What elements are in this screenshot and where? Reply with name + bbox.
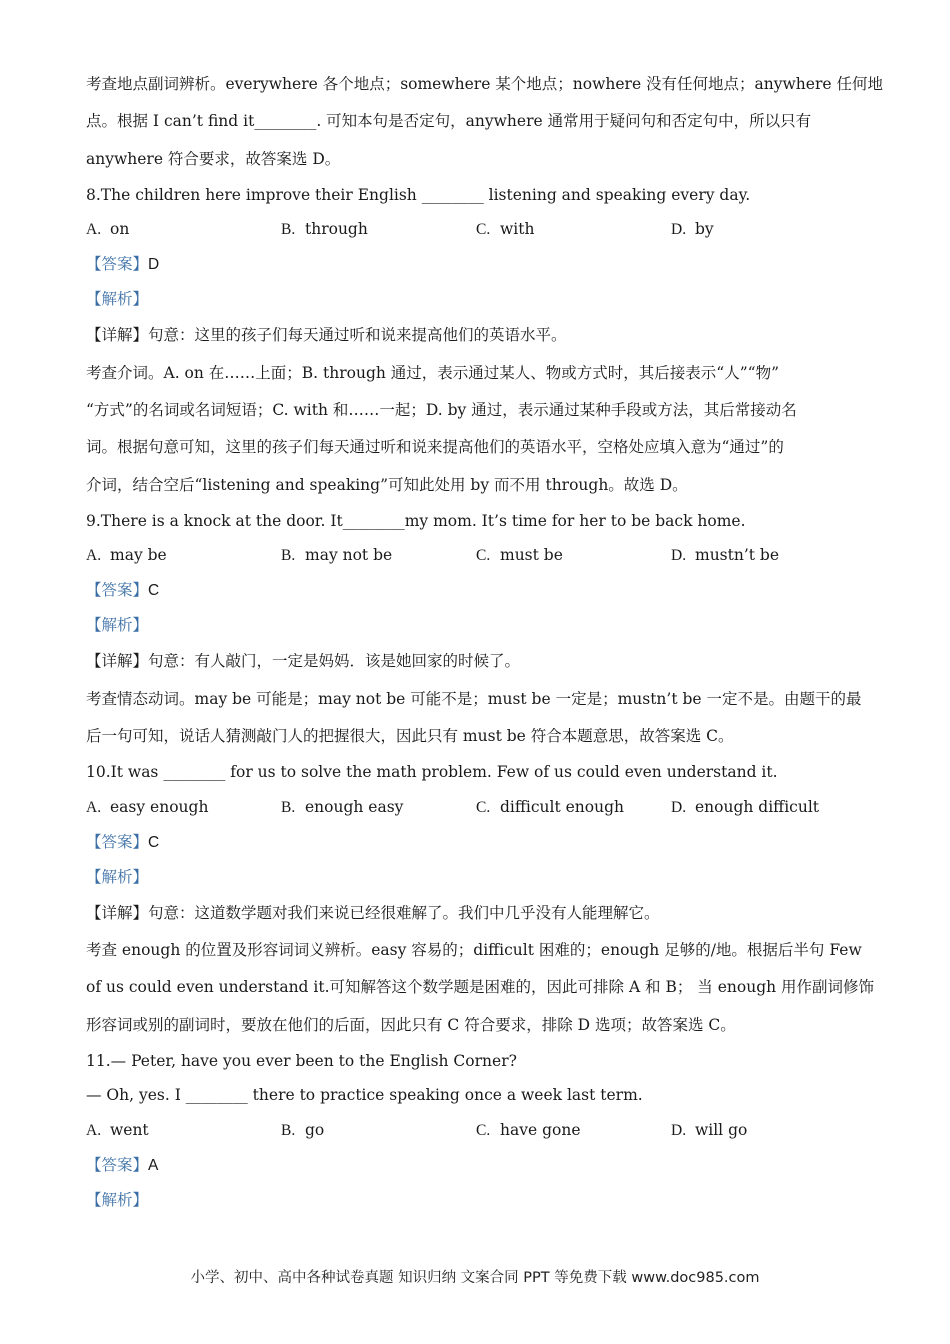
option-a: [86, 538, 281, 573]
document-page: [86, 66, 883, 1218]
question-stem: 11.— Peter, have you ever been to the English Corner?: [86, 1051, 517, 1070]
answer-line: [86, 573, 866, 608]
question-stem: 9.There is a knock at the door. It________my mom. It’s time for her to be back home.: [86, 511, 746, 530]
option-letter: D.: [671, 547, 687, 565]
analysis-line: [86, 1183, 866, 1218]
analysis-line: [86, 282, 866, 317]
analysis-tag: 【解析】: [86, 1190, 149, 1209]
option-c: [476, 1113, 671, 1148]
option-c: [476, 538, 671, 573]
question-stem: — Oh, yes. I ________ there to practice speaking once a week last term.: [86, 1086, 643, 1105]
answer-tag: 【答案】: [86, 581, 149, 600]
option-text: difficult enough: [500, 797, 624, 816]
option-letter: B.: [281, 221, 296, 239]
detail-tag: 【详解】: [86, 903, 149, 922]
option-letter: C.: [476, 547, 491, 565]
text-line: anywhere 符合要求，故答案选 D。: [86, 149, 341, 168]
option-d: [671, 1113, 866, 1148]
question-9: [86, 504, 866, 755]
text-line: 词。根据句意可知，这里的孩子们每天通过听和说来提高他们的英语水平，空格处应填入意为“通过”的: [86, 438, 784, 457]
option-text: have gone: [500, 1120, 581, 1139]
option-letter: D.: [671, 798, 687, 816]
detail-line: [86, 317, 866, 354]
text-line: “方式”的名词或名词短语；C. with 和……一起；D. by 通过，表示通过某种手段或方法，其后常接动名: [86, 400, 797, 419]
option-b: [281, 1113, 476, 1148]
answer-value: C: [148, 582, 160, 600]
detail-line: [86, 643, 866, 680]
answer-tag: 【答案】: [86, 1155, 149, 1174]
option-text: will go: [695, 1120, 748, 1139]
question-8: [86, 178, 866, 504]
analysis-tag: 【解析】: [86, 867, 149, 886]
question-stem: 10.It was ________ for us to solve the math problem. Few of us could even understand it.: [86, 763, 778, 782]
option-text: may not be: [305, 546, 393, 565]
detail-tag: 【详解】: [86, 326, 149, 345]
analysis-tag: 【解析】: [86, 290, 149, 309]
option-row: [86, 212, 866, 247]
text-line: 点。根据 I can’t find it________. 可知本句是否定句，anywhere 通常用于疑问句和否定句中，所以只有: [86, 112, 812, 131]
analysis-tag: 【解析】: [86, 616, 149, 635]
question-stem: 8.The children here improve their English ________ listening and speaking every day.: [86, 185, 751, 204]
answer-tag: 【答案】: [86, 255, 149, 274]
option-letter: B.: [281, 798, 296, 816]
option-text: go: [305, 1120, 325, 1139]
option-c: [476, 212, 671, 247]
answer-value: A: [148, 1156, 159, 1174]
option-letter: D.: [671, 221, 687, 239]
text-line: 考查 enough 的位置及形容词词义辨析。easy 容易的；difficult 困难的；enough 足够的/地。根据后半句 Few: [86, 941, 862, 960]
option-b: [281, 212, 476, 247]
option-d: [671, 538, 866, 573]
option-text: went: [110, 1120, 149, 1139]
text-line: 形容词或别的副词时，要放在他们的后面，因此只有 C 符合要求，排除 D 选项；故答案选 C。: [86, 1015, 736, 1034]
option-text: enough difficult: [695, 797, 819, 816]
option-letter: A.: [86, 547, 102, 565]
option-text: with: [500, 220, 535, 239]
detail-text: 句意：这里的孩子们每天通过听和说来提高他们的英语水平。: [148, 326, 567, 345]
detail-text: 句意：有人敲门，一定是妈妈．该是她回家的时候了。: [148, 652, 521, 671]
option-text: enough easy: [305, 797, 404, 816]
answer-line: [86, 1148, 866, 1183]
text-line: of us could even understand it.可知解答这个数学题是困难的，因此可排除 A 和 B； 当 enough 用作副词修饰: [86, 978, 875, 997]
option-text: may be: [110, 546, 167, 565]
answer-line: [86, 247, 866, 282]
detail-line: [86, 895, 866, 932]
text-line: 考查地点副词辨析。everywhere 各个地点；somewhere 某个地点；nowhere 没有任何地点；anywhere 任何地: [86, 75, 883, 93]
option-letter: C.: [476, 1121, 491, 1139]
option-a: [86, 212, 281, 247]
option-letter: D.: [671, 1121, 687, 1139]
detail-tag: 【详解】: [86, 652, 149, 671]
option-b: [281, 790, 476, 825]
option-letter: B.: [281, 547, 296, 565]
text-line: 后一句可知，说话人猜测敲门人的把握很大，因此只有 must be 符合本题意思，故答案选 C。: [86, 726, 734, 745]
option-d: [671, 790, 866, 825]
option-d: [671, 212, 866, 247]
option-text: mustn’t be: [695, 546, 780, 565]
option-c: [476, 790, 671, 825]
page-footer: 小学、初中、高中各种试卷真题 知识归纳 文案合同 PPT 等免费下载 www.doc985.com: [190, 1270, 760, 1286]
option-letter: C.: [476, 221, 491, 239]
option-text: through: [305, 220, 368, 239]
option-letter: A.: [86, 221, 102, 239]
option-row: [86, 538, 866, 573]
text-line: 考查情态动词。may be 可能是；may not be 可能不是；must be 一定是；mustn’t be 一定不是。由题干的最: [86, 689, 862, 708]
option-letter: A.: [86, 798, 102, 816]
analysis-line: [86, 860, 866, 895]
analysis-line: [86, 608, 866, 643]
option-text: on: [110, 220, 130, 239]
detail-text: 句意：这道数学题对我们来说已经很难解了。我们中几乎没有人能理解它。: [148, 903, 660, 922]
option-letter: B.: [281, 1121, 296, 1139]
option-text: must be: [500, 546, 563, 565]
answer-value: D: [148, 256, 160, 274]
option-row: [86, 790, 866, 825]
text-line: 考查介词。A. on 在……上面；B. through 通过，表示通过某人、物或方式时，其后接表示“人”“物”: [86, 363, 779, 382]
option-text: easy enough: [110, 797, 209, 816]
answer-line: [86, 825, 866, 860]
answer-value: C: [148, 833, 160, 851]
option-a: [86, 790, 281, 825]
intro-explanation: [86, 66, 883, 178]
text-line: 介词，结合空后“listening and speaking”可知此处用 by 而不用 through。故选 D。: [86, 475, 688, 494]
option-row: [86, 1113, 866, 1148]
option-letter: C.: [476, 798, 491, 816]
answer-tag: 【答案】: [86, 832, 149, 851]
option-b: [281, 538, 476, 573]
question-10: [86, 755, 875, 1044]
option-letter: A.: [86, 1121, 102, 1139]
option-a: [86, 1113, 281, 1148]
option-text: by: [695, 220, 714, 239]
question-11: [86, 1044, 866, 1218]
